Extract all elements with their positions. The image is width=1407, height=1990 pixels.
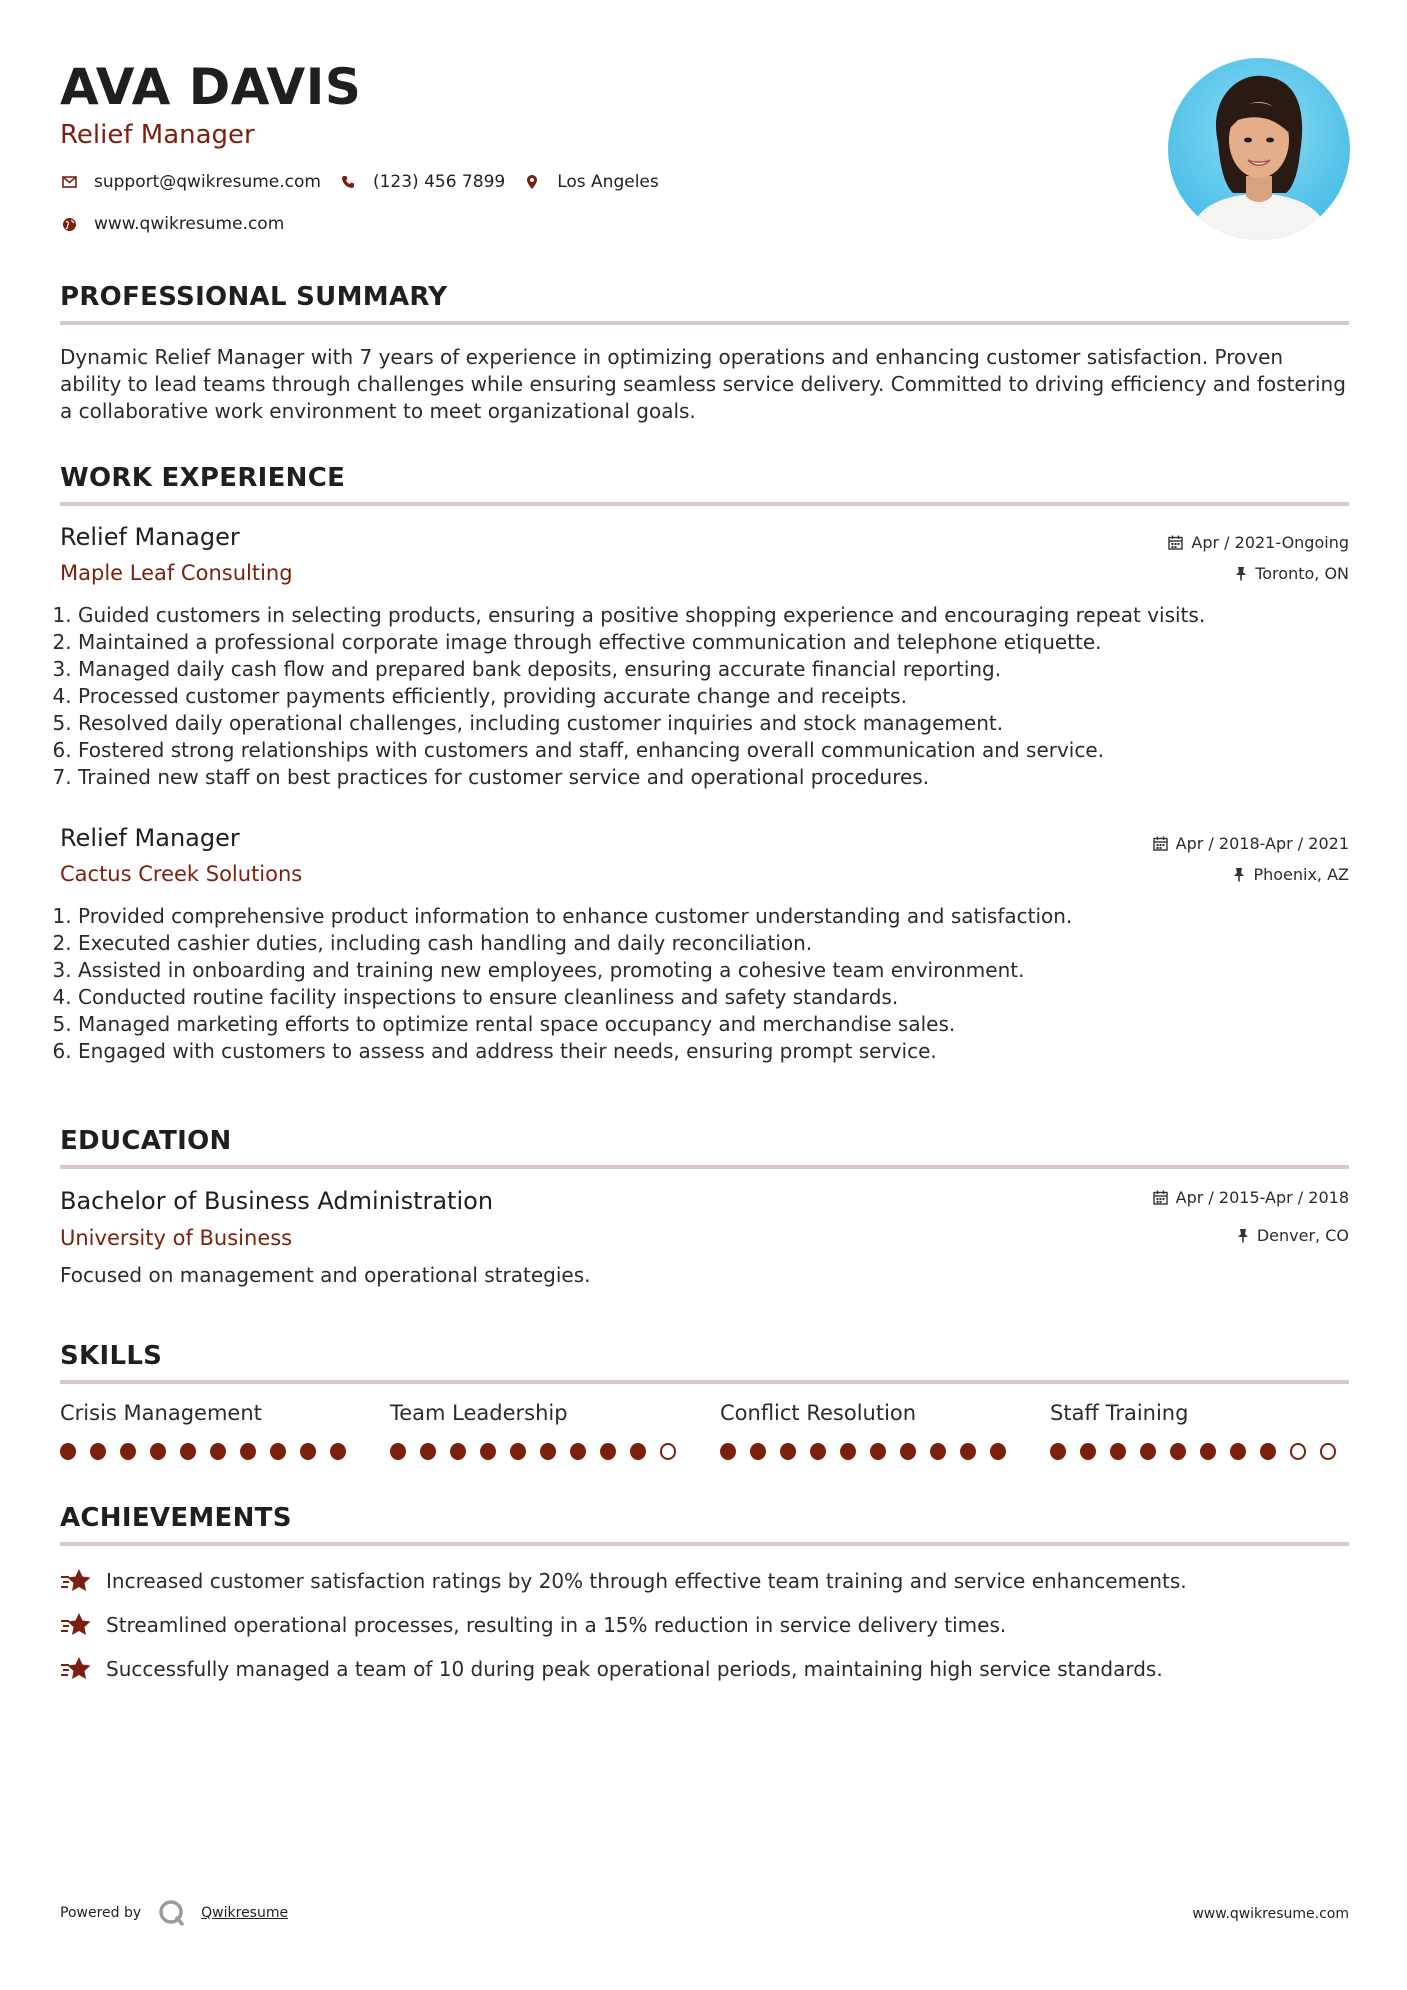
calendar-icon [1153,836,1168,851]
list-item: 4. Processed customer payments efficiently, providing accurate change and receipts. [78,683,1348,710]
education-heading: EDUCATION [60,1126,232,1156]
job-location [1233,865,1349,884]
job-dates-text: Apr / 2018-Apr / 2021 [1175,834,1349,853]
list-item: 3. Managed daily cash flow and prepared bank deposits, ensuring accurate financial reporting. [78,656,1348,683]
job-dates [1168,533,1349,552]
rating-dot-filled [1140,1443,1156,1460]
list-item: 7. Trained new staff on best practices for customer service and operational procedures. [78,764,1348,791]
education-location [1237,1226,1349,1245]
rating-dot-filled [1080,1443,1096,1460]
footer-website[interactable]: www.qwikresume.com [1192,1906,1349,1922]
skills-heading: SKILLS [60,1341,163,1371]
education-description: Focused on management and operational strategies. [60,1263,591,1287]
job-title: Relief Manager [60,824,240,852]
list-item: 2. Maintained a professional corporate image through effective communication and telephone etiquette. [78,629,1348,656]
rating-dot-filled [180,1443,196,1460]
rating-dot-filled [750,1443,766,1460]
skill-name: Team Leadership [390,1401,568,1425]
rating-dot-filled [870,1443,886,1460]
star-icon [60,1655,92,1683]
rating-dot-filled [420,1443,436,1460]
list-item: 2. Executed cashier duties, including cash handling and daily reconciliation. [78,930,1348,957]
rating-dot-filled [630,1443,646,1460]
rating-dot-filled [120,1443,136,1460]
rating-dot-filled [270,1443,286,1460]
rating-dot-filled [780,1443,796,1460]
education-school: University of Business [60,1226,293,1250]
rating-dot-filled [1050,1443,1066,1460]
job-title: Relief Manager [60,523,240,551]
list-item: 1. Provided comprehensive product information to enhance customer understanding and satisfaction. [78,903,1348,930]
achievements-divider [60,1542,1349,1546]
contact-email[interactable] [60,172,321,192]
star-icon [60,1567,92,1595]
education-dates [1153,1188,1349,1207]
education-divider [60,1165,1349,1169]
job-location-text: Phoenix, AZ [1253,865,1349,884]
rating-dot-empty [1320,1443,1336,1460]
skill-name: Conflict Resolution [720,1401,917,1425]
achievement-text: Increased customer satisfaction ratings by 20% through effective team training and service enhancements. [106,1569,1187,1593]
pushpin-icon [1233,867,1245,882]
education-degree: Bachelor of Business Administration [60,1187,494,1215]
rating-dot-filled [540,1443,556,1460]
contact-location [523,172,659,192]
map-pin-icon [523,173,541,191]
calendar-icon [1168,535,1183,550]
skill-name: Crisis Management [60,1401,262,1425]
contact-row-primary [60,172,677,192]
calendar-icon [1153,1190,1168,1205]
summary-heading: PROFESSIONAL SUMMARY [60,282,448,312]
achievement-text: Successfully managed a team of 10 during peak operational periods, maintaining high service standards. [106,1657,1163,1681]
skill-name: Staff Training [1050,1401,1189,1425]
achievement-item [60,1611,1006,1639]
skill-rating [720,1443,1020,1460]
job-dates-text: Apr / 2021-Ongoing [1191,533,1349,552]
skill-item [390,1401,690,1460]
rating-dot-filled [600,1443,616,1460]
rating-dot-filled [990,1443,1006,1460]
rating-dot-filled [840,1443,856,1460]
job-bullets [60,602,1348,791]
list-item: 3. Assisted in onboarding and training new employees, promoting a cohesive team environment. [78,957,1348,984]
list-item: 6. Engaged with customers to assess and address their needs, ensuring prompt service. [78,1038,1348,1065]
skill-rating [1050,1443,1350,1460]
email-text: support@qwikresume.com [94,172,321,192]
summary-text: Dynamic Relief Manager with 7 years of experience in optimizing operations and enhancing customer satisfaction. Proven ability to lead teams through challenges while ensuring seamless service delivery. Committed to driving efficiency and fostering a collaborative work environment to meet organizational goals. [60,345,1346,423]
candidate-role: Relief Manager [60,120,255,150]
education-location-text: Denver, CO [1256,1226,1349,1245]
brand-link[interactable]: Qwikresume [201,1905,289,1921]
powered-by-text: Powered by [60,1905,142,1921]
rating-dot-filled [810,1443,826,1460]
experience-divider [60,502,1349,506]
experience-heading: WORK EXPERIENCE [60,463,346,493]
contact-row-secondary [60,214,302,234]
rating-dot-filled [300,1443,316,1460]
achievement-item [60,1655,1163,1683]
phone-icon [339,173,357,191]
job-location-text: Toronto, ON [1255,564,1349,583]
rating-dot-filled [930,1443,946,1460]
job-location [1235,564,1349,583]
rating-dot-filled [450,1443,466,1460]
skills-divider [60,1380,1349,1384]
education-dates-text: Apr / 2015-Apr / 2018 [1175,1188,1349,1207]
rating-dot-filled [90,1443,106,1460]
rating-dot-filled [240,1443,256,1460]
rating-dot-filled [1230,1443,1246,1460]
job-dates [1153,834,1349,853]
achievement-item [60,1567,1187,1595]
achievements-heading: ACHIEVEMENTS [60,1503,292,1533]
skill-rating [390,1443,690,1460]
skill-item [1050,1401,1350,1460]
contact-phone[interactable] [339,172,505,192]
skill-rating [60,1443,360,1460]
rating-dot-filled [480,1443,496,1460]
rating-dot-filled [570,1443,586,1460]
globe-icon [60,215,78,233]
list-item: 4. Conducted routine facility inspections to ensure cleanliness and safety standards. [78,984,1348,1011]
rating-dot-empty [660,1443,676,1460]
contact-website[interactable] [60,214,284,234]
rating-dot-filled [720,1443,736,1460]
envelope-icon [60,173,78,191]
website-text: www.qwikresume.com [94,214,285,234]
rating-dot-filled [330,1443,346,1460]
rating-dot-empty [1290,1443,1306,1460]
rating-dot-filled [510,1443,526,1460]
job-company: Cactus Creek Solutions [60,862,303,886]
job-company: Maple Leaf Consulting [60,561,293,585]
candidate-name: AVA DAVIS [60,58,362,116]
rating-dot-filled [1170,1443,1186,1460]
skill-item [720,1401,1020,1460]
list-item: 5. Managed marketing efforts to optimize rental space occupancy and merchandise sales. [78,1011,1348,1038]
rating-dot-filled [60,1443,76,1460]
rating-dot-filled [900,1443,916,1460]
list-item: 6. Fostered strong relationships with customers and staff, enhancing overall communication and service. [78,737,1348,764]
rating-dot-filled [150,1443,166,1460]
pushpin-icon [1237,1228,1249,1243]
skill-item [60,1401,360,1460]
location-text: Los Angeles [557,172,659,192]
list-item: 1. Guided customers in selecting products, ensuring a positive shopping experience and encouraging repeat visits. [78,602,1348,629]
rating-dot-filled [1200,1443,1216,1460]
achievement-text: Streamlined operational processes, resulting in a 15% reduction in service delivery times. [106,1613,1007,1637]
rating-dot-filled [1110,1443,1126,1460]
pushpin-icon [1235,566,1247,581]
qwikresume-logo-icon [157,1898,187,1928]
phone-text: (123) 456 7899 [372,172,506,192]
profile-photo [1168,58,1350,240]
summary-divider [60,321,1349,325]
job-bullets [60,903,1348,1065]
list-item: 5. Resolved daily operational challenges, including customer inquiries and stock management. [78,710,1348,737]
rating-dot-filled [210,1443,226,1460]
star-icon [60,1611,92,1639]
rating-dot-filled [960,1443,976,1460]
footer-powered-by [60,1898,288,1928]
rating-dot-filled [390,1443,406,1460]
rating-dot-filled [1260,1443,1276,1460]
